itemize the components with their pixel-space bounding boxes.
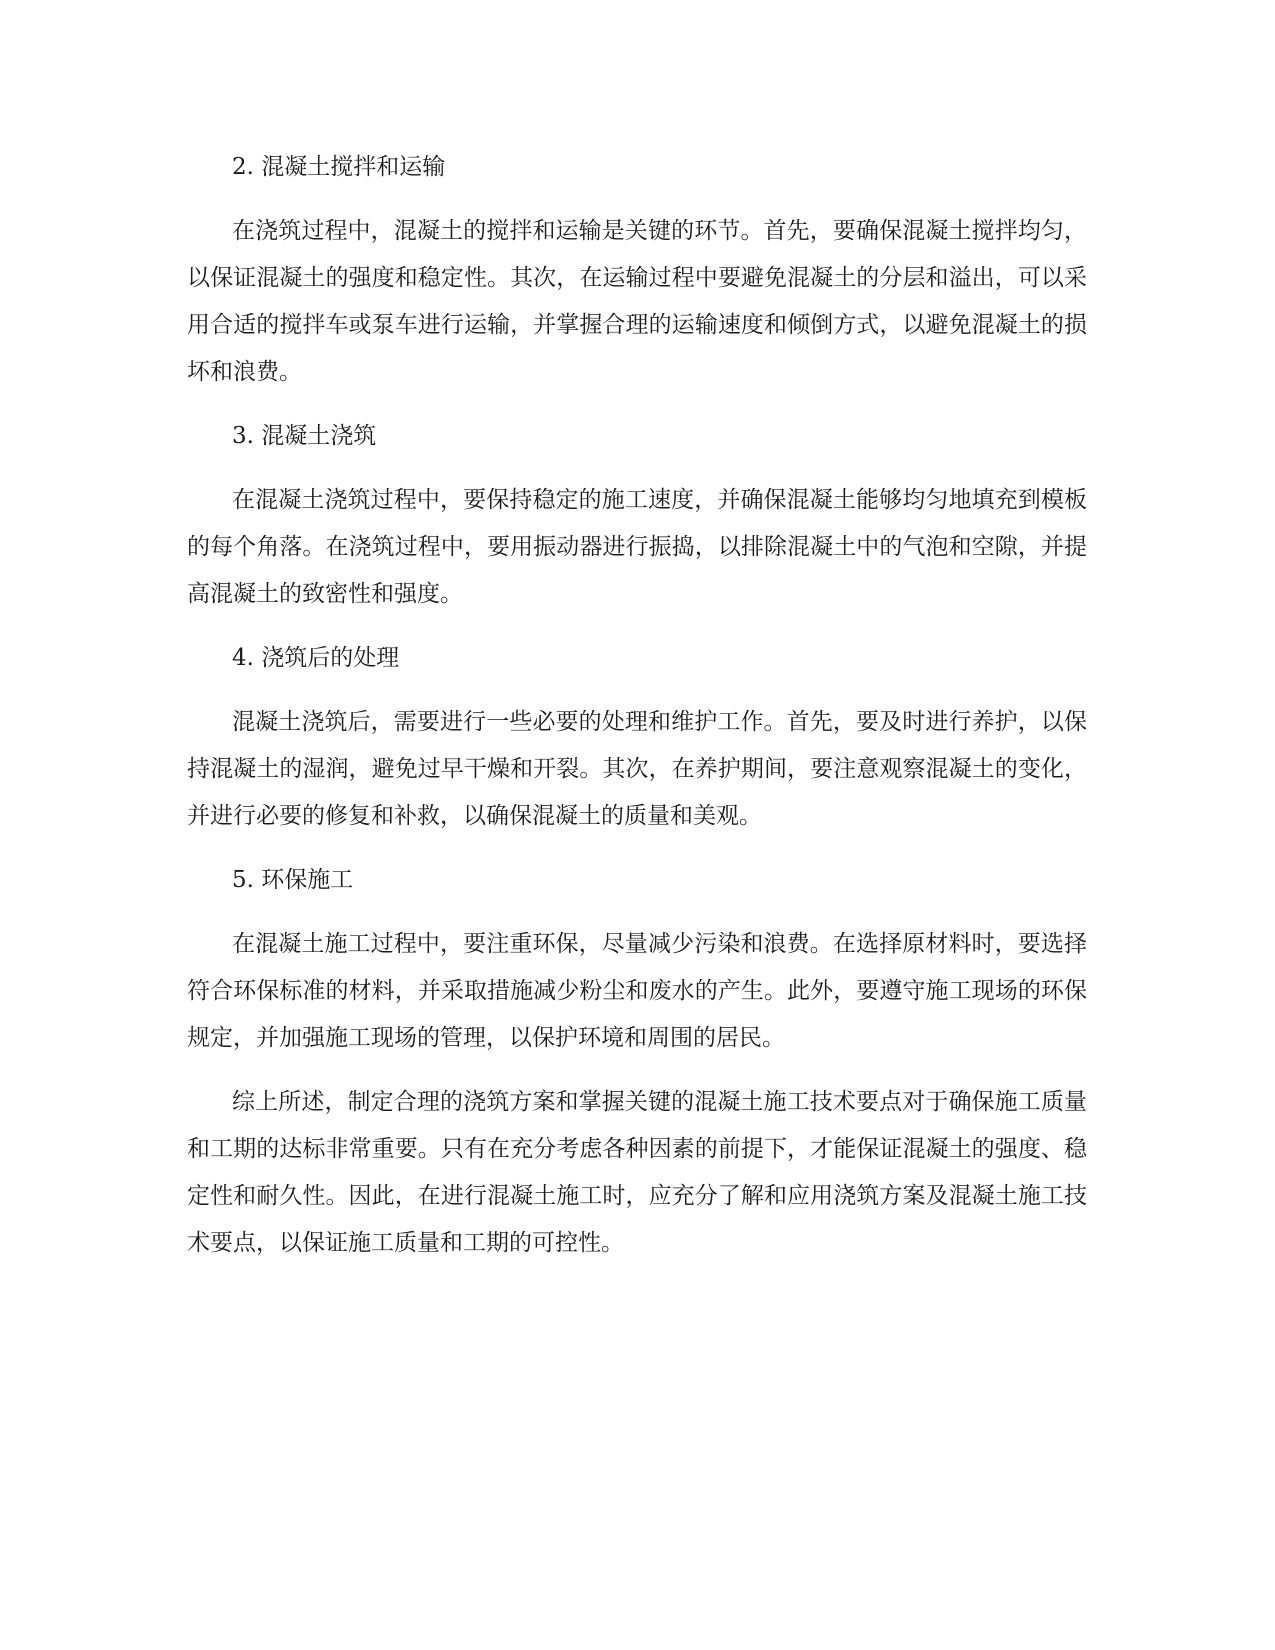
section-heading-pouring: 3. 混凝土浇筑 (232, 423, 377, 449)
conclusion-paragraph: 综上所述，制定合理的浇筑方案和掌握关键的混凝土施工技术要点对于确保施工质量和工期的达标非常重要。只有在充分考虑各种因素的前提下，才能保证混凝土的强度、稳定性和耐久性。因此，在进行混凝土施工时，应充分了解和应用浇筑方案及混凝土施工技术要点，以保证施工质量和工期的可控性。 (187, 1089, 1087, 1256)
section-heading-post-pouring: 4. 浇筑后的处理 (232, 645, 400, 671)
section-paragraph-mixing-transport: 在浇筑过程中，混凝土的搅拌和运输是关键的环节。首先，要确保混凝土搅拌均匀，以保证混凝土的强度和稳定性。其次，在运输过程中要避免混凝土的分层和溢出，可以采用合适的搅拌车或泵车进行运输，并掌握合理的运输速度和倾倒方式，以避免混凝土的损坏和浪费。 (187, 218, 1087, 385)
section-heading-environmental: 5. 环保施工 (232, 867, 354, 893)
section-paragraph-pouring: 在混凝土浇筑过程中，要保持稳定的施工速度，并确保混凝土能够均匀地填充到模板的每个角落。在浇筑过程中，要用振动器进行振捣，以排除混凝土中的气泡和空隙，并提高混凝土的致密性和强度。 (187, 487, 1087, 607)
document-body (187, 144, 1087, 1284)
section-heading-mixing-transport: 2. 混凝土搅拌和运输 (232, 154, 446, 180)
section-paragraph-post-pouring: 混凝土浇筑后，需要进行一些必要的处理和维护工作。首先，要及时进行养护，以保持混凝土的湿润，避免过早干燥和开裂。其次，在养护期间，要注意观察混凝土的变化，并进行必要的修复和补救，以确保混凝土的质量和美观。 (187, 709, 1087, 829)
section-paragraph-environmental: 在混凝土施工过程中，要注重环保，尽量减少污染和浪费。在选择原材料时，要选择符合环保标准的材料，并采取措施减少粉尘和废水的产生。此外，要遵守施工现场的环保规定，并加强施工现场的管理，以保护环境和周围的居民。 (187, 931, 1087, 1051)
